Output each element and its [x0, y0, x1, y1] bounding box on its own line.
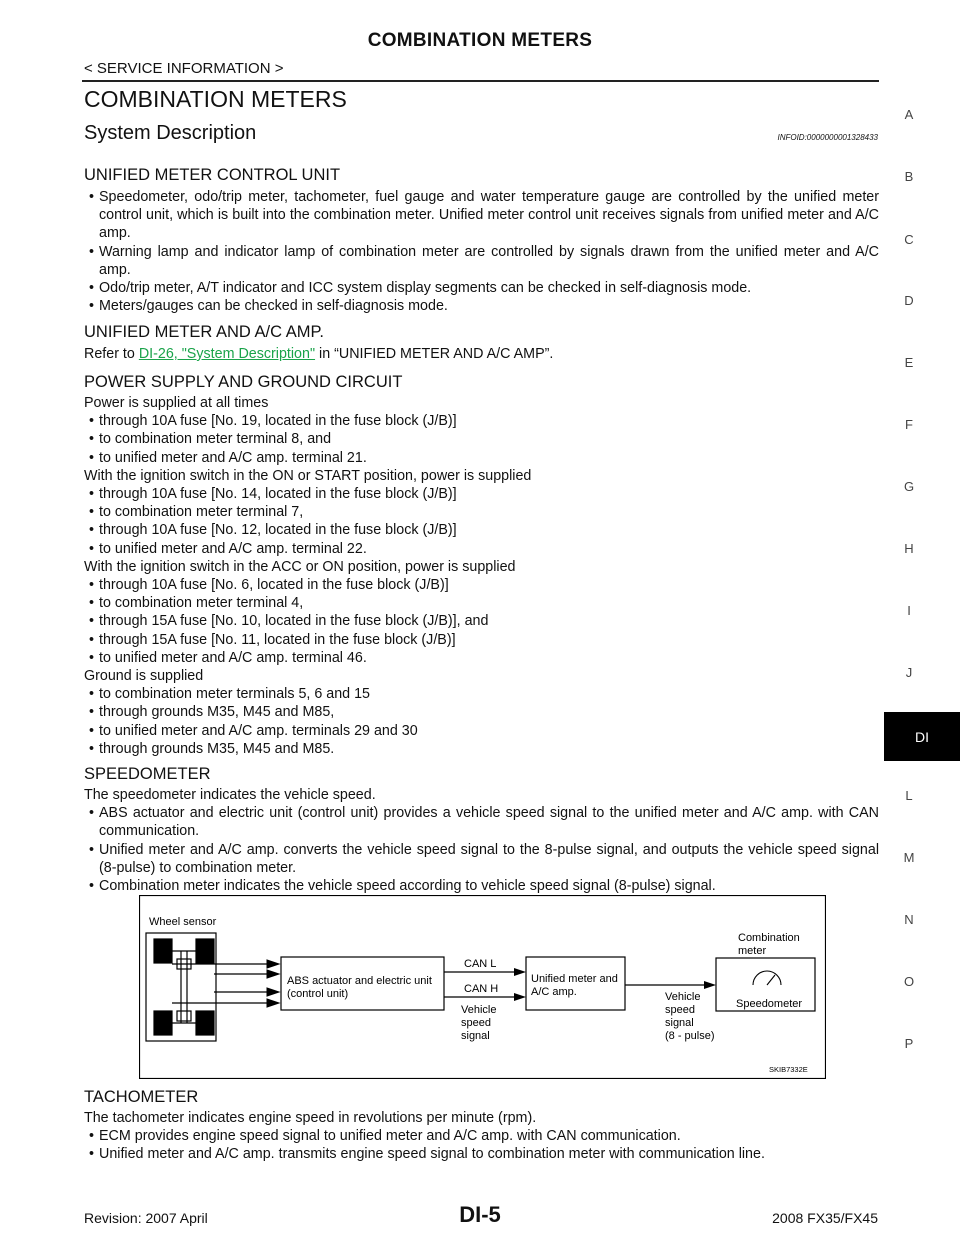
system-description-title: System Description	[84, 122, 257, 144]
comb-label-2: meter	[738, 945, 767, 957]
list-item: • to unified meter and A/C amp. terminal 21.	[89, 449, 367, 466]
list-item: • to combination meter terminal 7,	[89, 504, 304, 521]
vss8-label-2: speed	[665, 1004, 695, 1016]
side-index-f[interactable]: F	[905, 417, 913, 432]
list-item: • Odo/trip meter, A/T indicator and ICC system display segments can be checked in self-diagnosis mode.	[89, 280, 752, 297]
side-index-c[interactable]: C	[904, 232, 914, 247]
side-index-n[interactable]: N	[904, 912, 914, 927]
list-item: • to unified meter and A/C amp. terminal 22.	[89, 540, 367, 557]
side-index-m[interactable]: M	[903, 850, 915, 865]
list-item: • Unified meter and A/C amp. transmits engine speed signal to combination meter with communication line.	[89, 1146, 765, 1163]
speedometer-label: Speedometer	[736, 998, 803, 1010]
comb-label-1: Combination	[738, 932, 800, 944]
list-item: • Warning lamp and indicator lamp of combination meter are controlled by signals drawn from the unified meter and A/C amp.	[89, 243, 879, 278]
can-l-label: CAN L	[464, 958, 497, 970]
vss-label-1: Vehicle	[461, 1004, 497, 1016]
speedometer-signal-diagram	[139, 895, 826, 1079]
side-index-o[interactable]: O	[903, 974, 915, 989]
figure-code: SKIB7332E	[769, 1065, 808, 1074]
list-item: • Meters/gauges can be checked in self-diagnosis mode.	[89, 298, 448, 315]
list-item: • through 15A fuse [No. 11, located in the fuse block (J/B)]	[89, 631, 456, 648]
speedometer-section	[84, 764, 879, 895]
list-item: • through 10A fuse [No. 14, located in the fuse block (J/B)]	[89, 486, 457, 503]
tachometer-heading: TACHOMETER	[84, 1088, 199, 1106]
page-header-subtitle: < SERVICE INFORMATION >	[84, 60, 284, 77]
side-index-di-active[interactable]: DI	[884, 712, 960, 761]
wheel-sensor-label: Wheel sensor	[149, 916, 217, 928]
power-heading: POWER SUPPLY AND GROUND CIRCUIT	[84, 373, 403, 391]
list-item: • to combination meter terminal 4,	[89, 595, 304, 612]
side-index-i[interactable]: I	[907, 603, 911, 618]
tachometer-intro: The tachometer indicates engine speed in revolutions per minute (rpm).	[84, 1110, 537, 1126]
power-paragraph: With the ignition switch in the ON or START position, power is supplied	[84, 467, 532, 484]
unified-label-2: A/C amp.	[531, 986, 577, 998]
page-header-title: COMBINATION METERS	[367, 30, 593, 51]
list-item: • through grounds M35, M45 and M85,	[89, 704, 335, 721]
tachometer-section	[84, 1087, 879, 1164]
power-paragraph: Power is supplied at all times	[84, 395, 269, 411]
unified-ac-reference: Refer to DI-26, "System Description" in “UNIFIED METER AND A/C AMP”.	[84, 346, 554, 362]
abs-unit-label-1: ABS actuator and electric unit	[287, 975, 432, 987]
vss-label-3: signal	[461, 1030, 490, 1042]
list-item: • through grounds M35, M45 and M85.	[89, 740, 335, 757]
side-index-p[interactable]: P	[904, 1036, 914, 1051]
list-item: • to combination meter terminal 8, and	[89, 431, 332, 448]
list-item: • through 15A fuse [No. 10, located in the fuse block (J/B)], and	[89, 613, 489, 630]
list-item: • Unified meter and A/C amp. converts the vehicle speed signal to the 8-pulse signal, and outputs the vehicle speed signal (8-pulse) to combination meter.	[89, 841, 879, 876]
list-item: • Combination meter indicates the vehicle speed according to vehicle speed signal (8-pulse) signal.	[89, 878, 716, 895]
list-item: • to unified meter and A/C amp. terminals 29 and 30	[89, 722, 418, 739]
side-index-j[interactable]: J	[905, 665, 913, 680]
list-item: • ABS actuator and electric unit (control unit) provides a vehicle speed signal to the unified meter and A/C amp. with CAN communication.	[89, 805, 879, 840]
header-rule	[82, 80, 879, 82]
speedometer-intro: The speedometer indicates the vehicle speed.	[84, 787, 376, 803]
unified-control-section	[84, 165, 879, 315]
side-index-d[interactable]: D	[904, 293, 914, 308]
power-section	[84, 372, 879, 758]
vss8-label-1: Vehicle	[665, 991, 701, 1003]
can-h-label: CAN H	[464, 983, 499, 995]
footer-revision: Revision: 2007 April	[84, 1210, 208, 1226]
vss-label-2: speed	[461, 1017, 491, 1029]
list-item: • through 10A fuse [No. 12, located in the fuse block (J/B)]	[89, 522, 457, 539]
vss8-label-4: (8 - pulse)	[665, 1030, 715, 1042]
di-26-link[interactable]: DI-26, "System Description"	[138, 346, 316, 362]
list-item: • to combination meter terminals 5, 6 and 15	[89, 686, 370, 703]
footer-model: 2008 FX35/FX45	[772, 1210, 878, 1226]
vss8-label-3: signal	[665, 1017, 694, 1029]
footer-page-number: DI-5	[459, 1202, 501, 1227]
unified-ac-heading: UNIFIED METER AND A/C AMP.	[84, 323, 324, 341]
section-title: COMBINATION METERS	[84, 86, 347, 112]
side-index-l[interactable]: L	[905, 788, 913, 803]
list-item: • Speedometer, odo/trip meter, tachometer, fuel gauge and water temperature gauge are controlled by the unified meter control unit, which is built into the combination meter. Unified meter control unit receives signals from unified meter and A/C amp.	[89, 189, 879, 242]
speedometer-heading: SPEEDOMETER	[84, 765, 211, 783]
side-index-h[interactable]: H	[904, 541, 914, 556]
side-index-b[interactable]: B	[904, 169, 914, 184]
unified-label-1: Unified meter and	[531, 973, 618, 985]
list-item: • through 10A fuse [No. 19, located in the fuse block (J/B)]	[89, 413, 457, 430]
info-id: INFOID:0000000001328433	[777, 133, 878, 142]
unified-ac-section	[84, 322, 879, 363]
power-paragraph: Ground is supplied	[84, 668, 204, 685]
side-index-g[interactable]: G	[903, 479, 915, 494]
abs-unit-label-2: (control unit)	[287, 988, 349, 1000]
power-paragraph: With the ignition switch in the ACC or ON position, power is supplied	[84, 558, 516, 575]
list-item: • ECM provides engine speed signal to unified meter and A/C amp. with CAN communication.	[89, 1128, 681, 1145]
side-index-e[interactable]: E	[904, 355, 914, 370]
list-item: • through 10A fuse [No. 6, located in the fuse block (J/B)]	[89, 577, 449, 594]
list-item: • to unified meter and A/C amp. terminal 46.	[89, 649, 367, 666]
side-index-a[interactable]: A	[904, 107, 914, 122]
unified-control-heading: UNIFIED METER CONTROL UNIT	[84, 166, 341, 184]
